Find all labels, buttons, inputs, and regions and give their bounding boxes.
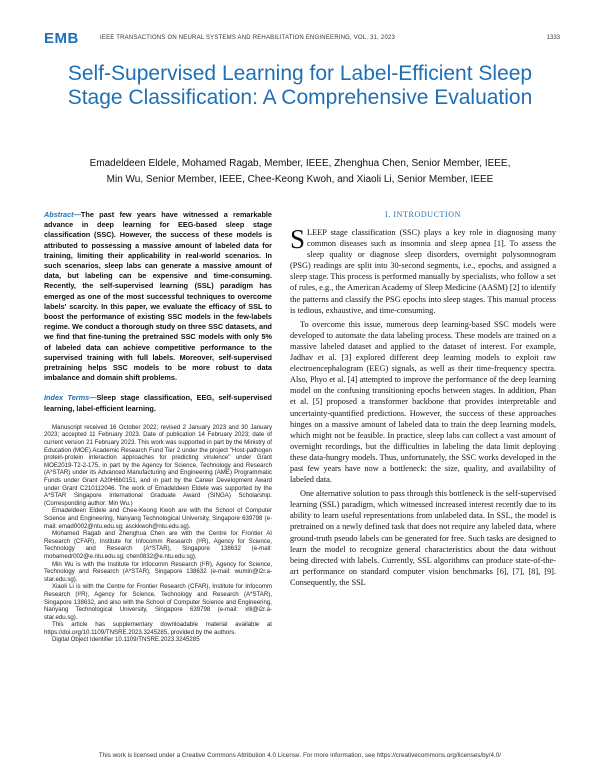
paper-title: Self-Supervised Learning for Label-Efficient Sleep Stage Classification: A Comprehensive Evaluation [67, 62, 533, 109]
intro-paragraph-2: To overcome this issue, numerous deep learning-based SSC models were developed to automate the data labeling process. These models are trained on a massive labeled dataset and applied to the dataset of interest. For example, Jadhav et al. [3] explored different deep learning models to exploit raw electroencephalogram (EEG) signals, as well as their time-frequency spectra. Also, Phyo et al. [4] attempted to improve the performance of the deep learning model on the confusing transitioning epochs between stages. In addition, Phan et al. [5] proposed a transformer backbone that provides interpretable and uncertainty-quantified predictions. However, the success of these approaches hinges on a massive amount of labeled data to train the deep learning models, which might not be feasible. In practice, sleep labs can collect a vast amount of overnight recordings, but the difficulties in labeling the data limit deploying these data-hungry models. Thus, unfortunately, the SSC works developed in the past few years have now a bottleneck: the size, quality, and availability of labeled data. [290, 319, 556, 485]
abstract-label: Abstract— [44, 210, 81, 219]
footnote-affiliation: Xiaoli Li is with the Centre for Frontier Research (CFAR), Institute for Infocomm Research (I²R), Agency for Science, Technology and Research (A*STAR), Singapore 138632, and also with the School of Computer Science and Engineering, Nanyang Technological University, Singapore 639798 (e-mail: xlli@i2r.a-star.edu.sg). [44, 583, 272, 621]
footnote-affiliation: Emadeldeen Eldele and Chee-Keong Kwoh are with the School of Computer Science and Engineering, Nanyang Technological University, Singapore 639798 (e-mail: emad0002@ntu.edu.sg; asckkwoh@ntu.edu.sg). [44, 507, 272, 530]
author-line-2: Min Wu, Senior Member, IEEE, Chee-Keong Kwoh, and Xiaoli Li, Senior Member, IEEE [106, 174, 494, 185]
footnotes [44, 424, 272, 644]
index-terms [44, 393, 272, 413]
footnote-supplementary: This article has supplementary downloadable material available at https://doi.org/10.1109/TNSRE.2023.3245285, provided by the authors. [44, 621, 272, 636]
intro-paragraph-1-text: LEEP stage classification (SSC) plays a key role in diagnosing many common diseases such as insomnia and sleep apnea [1]. To assess the sleep quality or diagnose sleep disorders, overnight polysomnogram (PSG) readings are split into 30-second segments, i.e., epochs, and assigned a sleep stage. This process is performed manually by specialists, who follow a set of rules, e.g., the American Academy of Sleep Medicine (AASM) [2] to identify the patterns and classify the PSG epochs into sleep stages. This manual process is tedious, exhaustive, and time-consuming. [290, 228, 556, 315]
embs-logo: EMB [44, 29, 79, 47]
running-header [44, 26, 560, 50]
left-column [44, 210, 272, 644]
index-terms-label: Index Terms— [44, 393, 97, 403]
author-list [50, 156, 550, 188]
footnote-doi: Digital Object Identifier 10.1109/TNSRE.2023.3245285 [52, 636, 200, 644]
drop-cap: S [290, 224, 306, 254]
footnote-affiliation: Min Wu is with the Institute for Infocomm Research (I²R), Agency for Science, Technology and Research (A*STAR), Singapore 138632 (e-mail: wumin@i2r.a-star.edu.sg). [44, 560, 272, 583]
page-number: 1333 [546, 35, 560, 41]
index-terms-text: Sleep stage classification, EEG, self-supervised learning, label-efficient learning. [44, 393, 272, 413]
abstract [44, 210, 272, 383]
footnote-affiliation: Mohamed Ragab and Zhenghua Chen are with the Centre for Frontier AI Research (CFAR), Institute for Infocomm Research (I²R), Agency for Science, Technology and Research (A*STAR), Singapore 138632 (e-mail: mohamedr002@e.ntu.edu.sg; chen0832@e.ntu.edu.sg). [44, 530, 272, 560]
right-column [290, 210, 556, 588]
abstract-text: The past few years have witnessed a remarkable advance in deep learning for EEG-based sleep stage classification (SSC). However, the success of these models is attributed to possessing a massive amount of labeled data for training, limiting their applicability in real-world scenarios. In such scenarios, sleep labs can generate a massive amount of data, but labeling can be expensive and time-consuming. Recently, the self-supervised learning (SSL) paradigm has emerged as one of the most successful techniques to overcome labels' scarcity. In this paper, we evaluate the efficacy of SSL to boost the performance of existing SSC models in the few-labels regime. We conduct a thorough study on three SSC datasets, and we find that fine-tuning the pretrained SSC models with only 5% of labeled data can achieve competitive performance to the supervised training with full labels. Moreover, self-supervised pretraining helps SSC models to be more robust to data imbalance and domain shift problems. [44, 210, 272, 383]
section-heading: I. INTRODUCTION [384, 210, 462, 219]
intro-paragraph-3: One alternative solution to pass through this bottleneck is the self-supervised learning (SSL) paradigm, which witnessed increased interest recently due to its ability to learn useful representations from unlabeled data. In SSL, the model is pretrained on a newly defined task that does not require any labeled data, where ground-truth pseudo labels can be generated for free. Such tasks are designed to learn the model to recognize general characteristics about the data without being directed with labels. Currently, SSL algorithms can produce state-of-the-art performance on standard computer vision benchmarks [6], [7], [8], [9]. Consequently, the SSL [290, 489, 556, 587]
journal-name: IEEE TRANSACTIONS ON NEURAL SYSTEMS AND REHABILITATION ENGINEERING, VOL. 31, 2023 [100, 35, 396, 41]
license-footer: This work is licensed under a Creative Commons Attribution 4.0 License. For more information, see https://creativecommons.org/licenses/by/4.0/ [98, 752, 502, 759]
author-line-1: Emadeldeen Eldele, Mohamed Ragab, Member, IEEE, Zhenghua Chen, Senior Member, IEEE, [89, 158, 511, 169]
intro-paragraph-1 [290, 224, 556, 316]
footnote-manuscript: Manuscript received 16 October 2022; revised 2 January 2023 and 30 January 2023; accepted 11 February 2023. Date of publication 14 February 2023; date of current version 21 February 2023. This work was supported in part by the Ministry of Education (MOE) Academic Research Fund Tier 2 under the project "Host-pathogen protein-protein interaction approaches for predicting virulence" under Grant MOE2019-T2-2-175, in part by the Agency for Science, Technology and Research (A*STAR) under its Advanced Manufacturing and Engineering (AME) Programmatic Funds under Grant A20H6b0151, and in part by the Career Development Award under Grant C210112046. The work of Emadeldeen Eldele was supported by the A*STAR Singapore International Graduate Award (SINGA) Scholarship. (Corresponding author: Min Wu.) [44, 423, 272, 507]
